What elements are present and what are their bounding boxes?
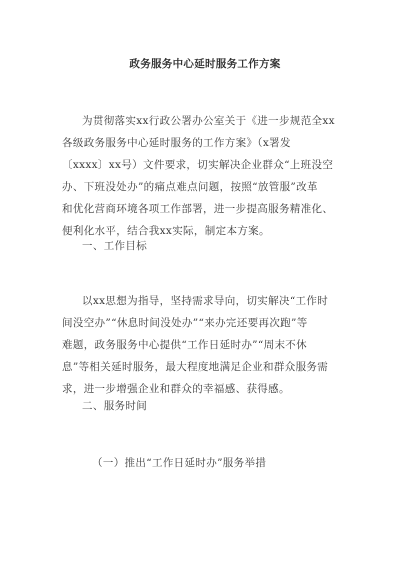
subsection-heading: （一）推出“工作日延时办”服务举措 bbox=[92, 457, 267, 469]
goals-line: 以xx思想为指导，坚持需求导向，切实解决“工作时 bbox=[82, 295, 329, 307]
intro-line: 〔xxxx〕xx号）文件要求，切实解决企业群众“上班没空 bbox=[62, 159, 334, 171]
intro-line: 为贯彻落实xx行政公署办公室关于《进一步规范全xx bbox=[82, 115, 335, 127]
section-heading-goals: 一、工作目标 bbox=[82, 240, 148, 252]
goals-line: 息”等相关延时服务，最大程度地满足企业和群众服务需 bbox=[62, 361, 329, 373]
goals-paragraph bbox=[62, 290, 350, 400]
section-heading-service-time: 二、服务时间 bbox=[82, 400, 148, 412]
goals-line: 求，进一步增强企业和群众的幸福感、获得感。 bbox=[62, 383, 290, 395]
document-title: 政务服务中心延时服务工作方案 bbox=[129, 58, 281, 70]
intro-paragraph bbox=[62, 110, 350, 242]
intro-line: 办、下班没处办”的痛点难点问题，按照“放管服”改革 bbox=[62, 181, 318, 193]
intro-line: 各级政务服务中心延时服务的工作方案》（x署发 bbox=[62, 137, 291, 149]
intro-line: 便利化水平，结合我xx实际，制定本方案。 bbox=[62, 225, 270, 237]
goals-line: 间没空办”“休息时间没处办”“来办完还要再次跑”等 bbox=[62, 317, 308, 329]
goals-line: 难题，政务服务中心提供“工作日延时办”“周末不休 bbox=[62, 339, 308, 351]
intro-line: 和优化营商环境各项工作部署，进一步提高服务精准化、 bbox=[62, 203, 334, 215]
